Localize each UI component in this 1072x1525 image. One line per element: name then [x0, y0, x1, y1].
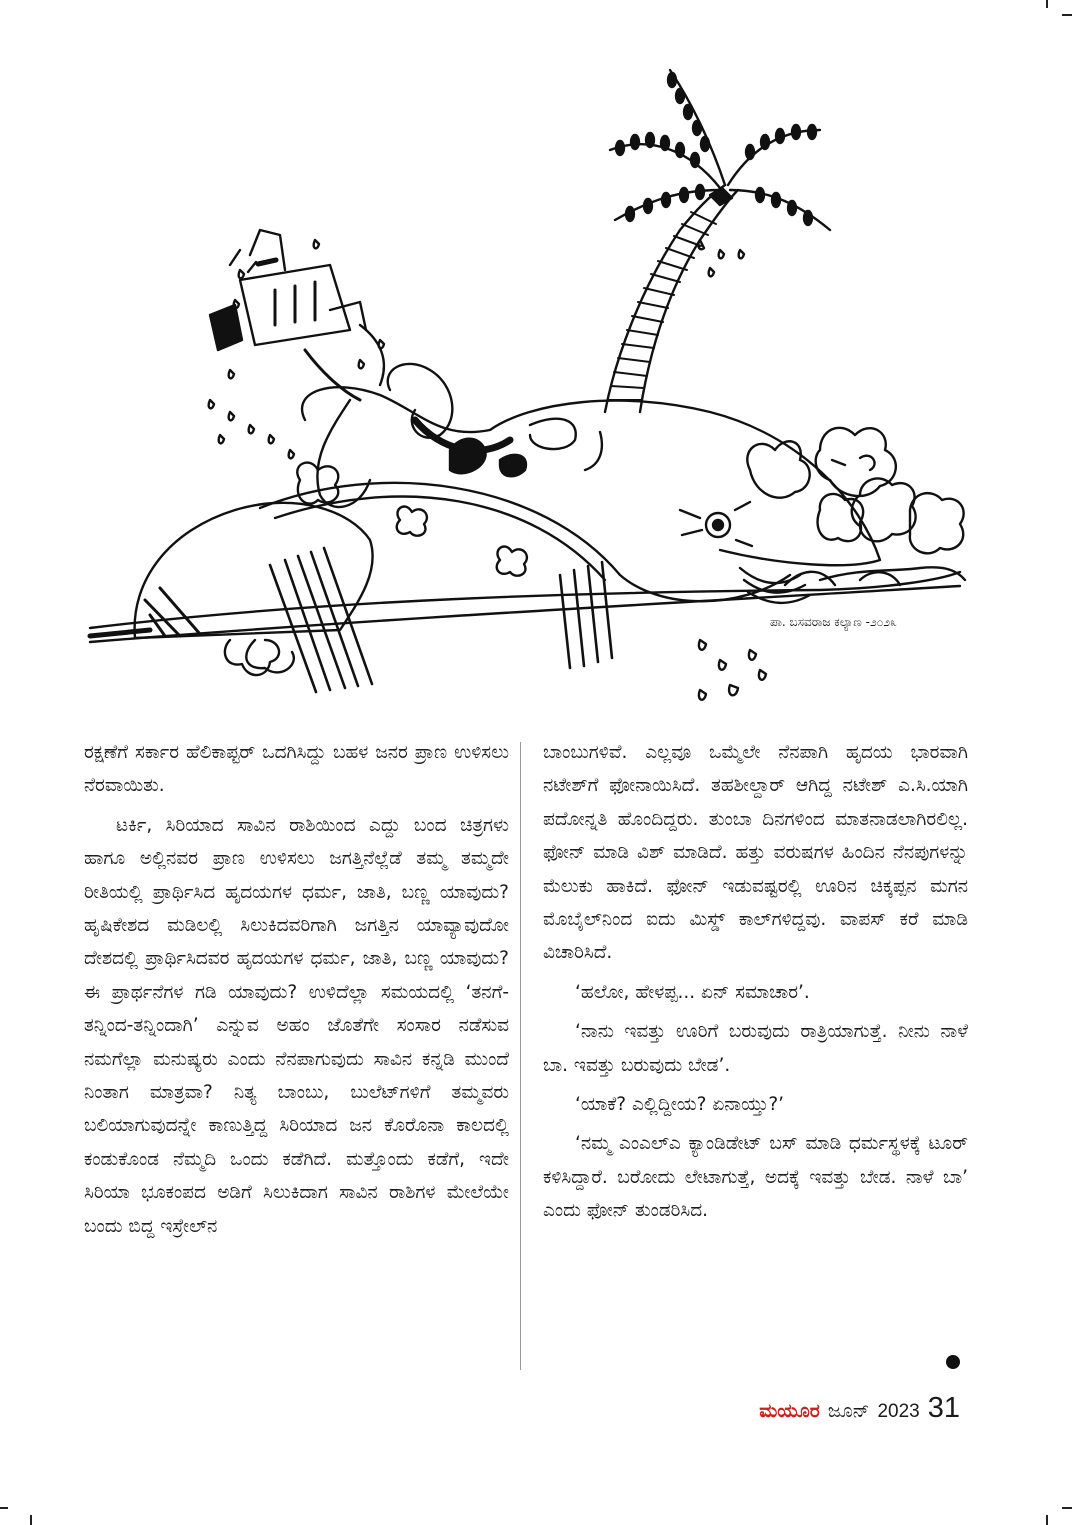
paragraph: ‘ಹಲೋ, ಹೇಳಪ್ಪ... ಏನ್ ಸಮಾಚಾರ’.: [575, 981, 810, 1003]
bush: [816, 428, 896, 496]
boulder: [135, 503, 373, 638]
paragraph: ‘ನಮ್ಮ ಎಂಎಲ್ಎ ಕ್ಯಾಂಡಿಡೇಟ್ ಬಸ್ ಮಾಡಿ ಧರ್ಮಸ್ಥಳಕ್ಕೆ ಟೂರ್ ಕಳಿಸಿದ್ದಾರೆ. ಬರೋದು ಲೇಟಾಗುತ್ತೆ, ಅದಕ್ಕೆ ಇವತ್ತು ಬೇಡ. ನಾಳೆ ಬಾ’ ಎಂದು ಫೋನ್ ತುಂಡರಿಸಿದ.: [543, 1133, 968, 1222]
right-text-column: [543, 736, 968, 1234]
paragraph: ಬಾಂಬುಗಳಿವೆ. ಎಲ್ಲವೂ ಒಮ್ಮೆಲೇ ನೆನಪಾಗಿ ಹೃದಯ ಭಾರವಾಗಿ ನಟೇಶ್‌ಗೆ ಫೋನಾಯಿಸಿದೆ. ತಹಶೀಲ್ದಾರ್ ಆಗಿದ್ದ ನಟೇಶ್ ಎ.ಸಿ.ಯಾಗಿ ಪದೋನ್ನತಿ ಹೊಂದಿದ್ದರು. ತುಂಬಾ ದಿನಗಳಿಂದ ಮಾತನಾಡಲಾಗಿರಲಿಲ್ಲ. ಫೋನ್ ಮಾಡಿ ವಿಶ್ ಮಾಡಿದೆ. ಹತ್ತು ವರುಷಗಳ ಹಿಂದಿನ ನೆನಪುಗಳನ್ನು ಮೆಲುಕು ಹಾಕಿದೆ. ಫೋನ್ ಇಡುವಷ್ಟರಲ್ಲಿ ಊರಿನ ಚಿಕ್ಕಪ್ಪನ ಮಗನ ಮೊಬೈಲ್‌ನಿಂದ ಐದು ಮಿಸ್ಡ್ ಕಾಲ್‌ಗಳಿದ್ದವು. ವಾಪಸ್ ಕರೆ ಮಾಡಿ ವಿಚಾರಿಸಿದೆ.: [543, 742, 968, 964]
bush: [910, 493, 964, 553]
crop-mark: [30, 1515, 32, 1525]
page-footer: [759, 1392, 960, 1425]
end-marker: [946, 1355, 960, 1369]
ruined-building: [210, 230, 384, 400]
bush: [818, 494, 864, 541]
artist-signature: ಪಾ. ಬಸವರಾಜ ಕಲ್ಯಾಣ -೨೦೨೩: [770, 615, 897, 629]
issue-year: 2023: [877, 1401, 920, 1422]
magazine-name: ಮಯೂರ: [759, 1400, 820, 1422]
pen-sketch-illustration: [60, 40, 1020, 720]
crop-mark: [1046, 0, 1048, 8]
crop-mark: [0, 1507, 8, 1509]
paragraph: ಟರ್ಕಿ, ಸಿರಿಯಾದ ಸಾವಿನ ರಾಶಿಯಿಂದ ಎದ್ದು ಬಂದ ಚಿತ್ರಗಳು ಹಾಗೂ ಅಲ್ಲಿನವರ ಪ್ರಾಣ ಉಳಿಸಲು ಜಗತ್ತಿನೆಲ್ಲೆಡೆ ತಮ್ಮ ತಮ್ಮದೇ ರೀತಿಯಲ್ಲಿ ಪ್ರಾರ್ಥಿಸಿದ ಹೃದಯಗಳ ಧರ್ಮ, ಜಾತಿ, ಬಣ್ಣ ಯಾವುದು? ಹೃಷಿಕೇಶದ ಮಡಿಲಲ್ಲಿ ಸಿಲುಕಿದವರಿಗಾಗಿ ಜಗತ್ತಿನ ಯಾವ್ಯಾವುದೋ ದೇಶದಲ್ಲಿ ಪ್ರಾರ್ಥಿಸಿದವರ ಹೃದಯಗಳ ಧರ್ಮ, ಜಾತಿ, ಬಣ್ಣ ಯಾವುದು? ಈ ಪ್ರಾರ್ಥನೆಗಳ ಗಡಿ ಯಾವುದು? ಉಳಿದೆಲ್ಲಾ ಸಮಯದಲ್ಲಿ ‘ತನಗೆ-ತನ್ನಿಂದ-ತನ್ನಿಂದಾಗಿ’ ಎನ್ನುವ ಅಹಂ ಜೊತೆಗೇ ಸಂಸಾರ ನಡೆಸುವ ನಮಗೆಲ್ಲಾ ಮನುಷ್ಯರು ಎಂದು ನೆನಪಾಗುವುದು ಸಾವಿನ ಕನ್ನಡಿ ಮುಂದೆ ನಿಂತಾಗ ಮಾತ್ರವಾ? ನಿತ್ಯ ಬಾಂಬು, ಬುಲೆಟ್‌ಗಳಿಗೆ ತಮ್ಮವರು ಬಲಿಯಾಗುವುದನ್ನೇ ಕಾಣುತ್ತಿದ್ದ ಸಿರಿಯಾದ ಜನ ಕೊರೊನಾ ಕಾಲದಲ್ಲಿ ಕಂಡುಕೊಂಡ ನೆಮ್ಮದಿ ಒಂದು ಕಡೆಗಿದೆ. ಮತ್ತೊಂದು ಕಡೆಗೆ, ಇದೇ ಸಿರಿಯಾ ಭೂಕಂಪದ ಅಡಿಗೆ ಸಿಲುಕಿದಾಗ ಸಾವಿನ ರಾಶಿಗಳ ಮೇಲೆಯೇ ಬಂದು ಬಿದ್ದ ಇಸ್ರೇಲ್‌ನ: [84, 814, 509, 1237]
hump: [302, 387, 880, 565]
paragraph: ‘ನಾನು ಇವತ್ತು ಊರಿಗೆ ಬರುವುದು ರಾತ್ರಿಯಾಗುತ್ತೆ. ನೀನು ನಾಳೆ ಬಾ. ಇವತ್ತು ಬರುವುದು ಬೇಡ’.: [543, 1021, 968, 1076]
paragraph: ರಕ್ಷಣೆಗೆ ಸರ್ಕಾರ ಹೆಲಿಕಾಪ್ಟರ್ ಒದಗಿಸಿದ್ದು ಬಹಳ ಜನರ ಪ್ರಾಣ ಉಳಿಸಲು ನೆರವಾಯಿತು.: [84, 742, 509, 797]
crop-mark: [1062, 14, 1072, 16]
crop-mark: [1062, 1507, 1072, 1509]
bush: [747, 441, 809, 497]
issue-month: ಜೂನ್: [827, 1400, 870, 1422]
crop-mark: [1046, 1515, 1048, 1525]
column-divider: [520, 742, 521, 1370]
paragraph: ‘ಯಾಕೆ? ಎಲ್ಲಿದ್ದೀಯ? ಏನಾಯ್ತು?’: [575, 1094, 785, 1116]
left-text-column: [84, 736, 509, 1249]
page-number: 31: [927, 1392, 960, 1424]
